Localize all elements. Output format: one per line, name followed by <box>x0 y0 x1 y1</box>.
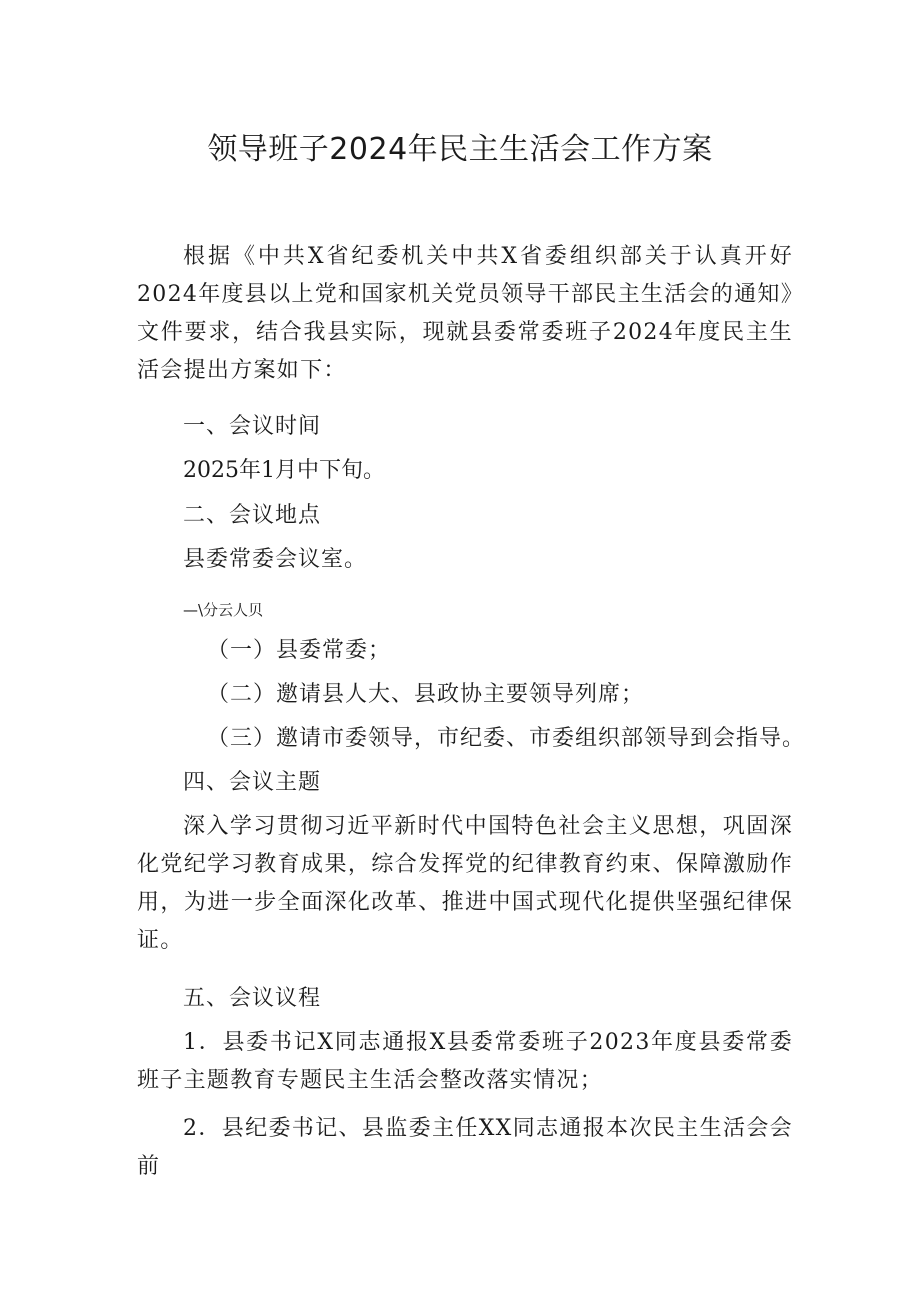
attendee-item: （二）邀请县人大、县政协主要领导列席； <box>207 682 645 707</box>
document-title: 领导班子2024年民主生活会工作方案 <box>207 132 713 167</box>
agenda-item: 1．县委书记X同志通报X县委常委班子2023年度县委常委班子主题教育专题民主生活会整改落实情况； <box>137 1030 793 1093</box>
section-content-theme: 深入学习贯彻习近平新时代中国特色社会主义思想，巩固深化党纪学习教育成果，综合发挥党的纪律教育约束、保障激励作用，为进一步全面深化改革、推进中国式现代化提供坚强纪律保证。 <box>137 814 793 953</box>
section-heading-attendees: —\分云人贝 <box>183 601 264 619</box>
section-heading-time: 一、会议时间 <box>183 414 322 439</box>
section-content-time: 2025年1月中下旬。 <box>183 458 385 483</box>
section-heading-location: 二、会议地点 <box>183 503 322 528</box>
section-content-location: 县委常委会议室。 <box>183 547 368 572</box>
intro-paragraph: 根据《中共X省纪委机关中共X省委组织部关于认真开好2024年度县以上党和国家机关党员领导干部民主生活会的通知》文件要求，结合我县实际，现就县委常委班子2024年度民主生活会提出方案如下： <box>137 244 793 383</box>
attendee-item: （一）县委常委； <box>207 638 392 663</box>
attendee-item: （三）邀请市委领导，市纪委、市委组织部领导到会指导。 <box>207 726 806 751</box>
section-heading-theme: 四、会议主题 <box>183 770 322 795</box>
section-heading-agenda: 五、会议议程 <box>183 986 322 1011</box>
agenda-item: 2．县纪委书记、县监委主任XX同志通报本次民主生活会会前 <box>137 1116 793 1179</box>
